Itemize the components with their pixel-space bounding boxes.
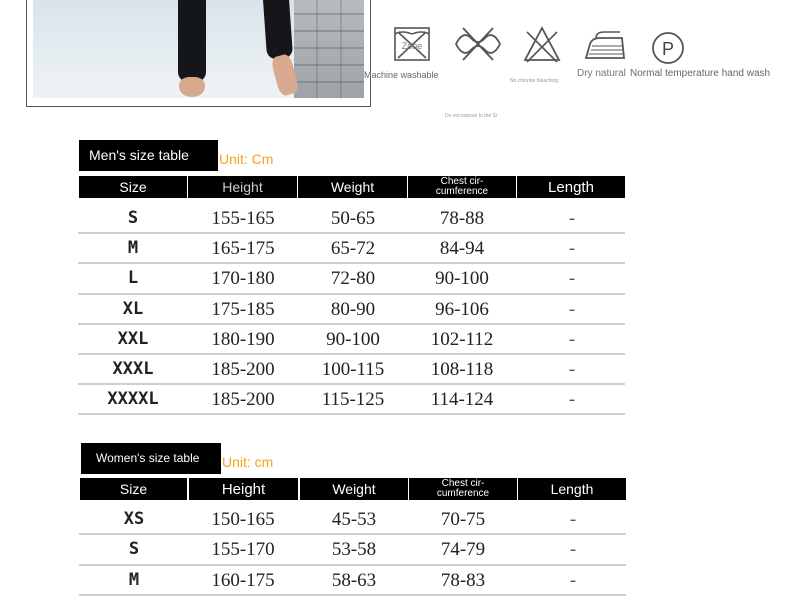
womens-header-length: Length (518, 478, 626, 500)
mens-cell-length: - (568, 389, 576, 411)
mens-row-divider (78, 353, 625, 355)
zone-text: Zone (401, 41, 423, 51)
mens-cell-weight: 72-80 (330, 268, 376, 290)
care-label: No chlorine bleaching (510, 78, 559, 84)
womens-header-chest-line1: Chest cir- (441, 478, 485, 489)
mens-cell-weight: 115-125 (321, 389, 385, 411)
mens-row-divider (78, 293, 625, 295)
mens-header-length: Length (517, 176, 625, 198)
mens-cell-length: - (568, 298, 576, 320)
womens-cell-chest: 78-83 (440, 569, 486, 591)
mens-row-divider (78, 262, 625, 264)
mens-cell-height: 155-165 (211, 208, 275, 229)
mens-cell-chest: 78-88 (439, 208, 485, 229)
mens-header-size: Size (79, 176, 187, 198)
foot (179, 77, 205, 97)
womens-header-chest (409, 478, 517, 500)
mens-row-divider (78, 383, 625, 385)
mens-cell-length: - (568, 238, 576, 260)
womens-header-size: Size (80, 478, 187, 500)
womens-cell-size: XS (123, 509, 145, 529)
mens-cell-chest: 96-106 (435, 298, 489, 320)
mens-cell-weight: 80-90 (330, 298, 376, 320)
womens-cell-length: - (569, 569, 577, 591)
mens-cell-size: XXXL (112, 359, 154, 379)
mens-cell-height: 185-200 (211, 389, 275, 411)
care-label: Normal temperature hand wash (630, 68, 771, 79)
mens-cell-height: 185-200 (211, 359, 275, 380)
womens-cell-weight: 58-63 (331, 569, 377, 591)
mens-header-height: Height (188, 176, 297, 198)
mens-header-chest-line2: cumference (435, 186, 489, 197)
mens-table-title: Men's size table (79, 140, 218, 171)
mens-cell-height: 175-185 (211, 298, 275, 320)
no-wring-icon (453, 24, 503, 70)
product-photo (33, 0, 364, 98)
mens-cell-size: XL (122, 298, 144, 319)
mens-cell-size: S (127, 208, 139, 228)
mens-cell-size: XXXXL (107, 389, 159, 410)
mens-header-chest-line1: Chest cir- (440, 176, 484, 187)
stone-wall (294, 0, 364, 98)
mens-cell-height: 165-175 (211, 238, 275, 260)
womens-cell-height: 160-175 (211, 569, 275, 591)
mens-cell-length: - (568, 208, 576, 229)
mens-cell-height: 180-190 (211, 328, 275, 350)
womens-cell-chest: 70-75 (440, 509, 486, 530)
leg (263, 0, 293, 60)
mens-cell-size: XXL (117, 328, 149, 349)
mens-cell-chest: 102-112 (430, 328, 494, 350)
mens-cell-chest: 90-100 (435, 268, 489, 290)
product-photo-frame (26, 0, 371, 107)
womens-row-divider (79, 594, 626, 596)
mens-cell-chest: 114-124 (430, 389, 494, 411)
womens-row-divider (79, 564, 626, 566)
mens-cell-size: M (127, 238, 139, 259)
womens-header-weight: Weight (300, 478, 408, 500)
womens-table-title: Women's size table (81, 443, 221, 474)
iron-icon (582, 24, 628, 70)
womens-header-chest-line2: cumference (436, 488, 490, 499)
mens-row-divider (78, 323, 625, 325)
womens-row-divider (79, 533, 626, 535)
mens-header-chest (408, 176, 516, 198)
womens-cell-size: S (128, 539, 140, 560)
mens-row-divider (78, 413, 625, 415)
womens-cell-length: - (569, 509, 577, 530)
dry-clean-icon (648, 24, 688, 70)
mens-header-weight: Weight (298, 176, 407, 198)
mens-cell-weight: 90-100 (326, 328, 380, 350)
care-label: Dry natural (577, 68, 626, 79)
mens-cell-length: - (568, 268, 576, 290)
mens-cell-length: - (568, 328, 576, 350)
mens-row-divider (78, 232, 625, 234)
mens-cell-size: L (127, 268, 139, 289)
mens-cell-length: - (568, 359, 576, 380)
mens-cell-height: 170-180 (211, 268, 275, 290)
womens-cell-size: M (128, 569, 140, 590)
care-label: Machine washable (364, 70, 439, 80)
womens-unit: Unit: cm (222, 454, 274, 470)
womens-cell-weight: 53-58 (331, 539, 377, 561)
mens-cell-chest: 84-94 (439, 238, 485, 260)
womens-cell-chest: 74-79 (440, 539, 486, 561)
mens-cell-weight: 100-115 (321, 359, 385, 380)
mens-cell-weight: 50-65 (330, 208, 376, 229)
womens-cell-height: 155-170 (211, 539, 275, 561)
machine-wash-icon (392, 24, 432, 70)
no-bleach-icon (522, 24, 562, 70)
leg (178, 0, 206, 82)
mens-cell-chest: 108-118 (430, 359, 494, 380)
womens-cell-weight: 45-53 (331, 509, 377, 530)
womens-cell-length: - (569, 539, 577, 561)
womens-cell-height: 150-165 (211, 509, 275, 530)
care-note: Do not expose to the Si (445, 113, 497, 119)
mens-unit: Unit: Cm (219, 151, 274, 167)
womens-header-height: Height (189, 478, 298, 500)
mens-cell-weight: 65-72 (330, 238, 376, 260)
svg-text:P: P (661, 39, 675, 59)
